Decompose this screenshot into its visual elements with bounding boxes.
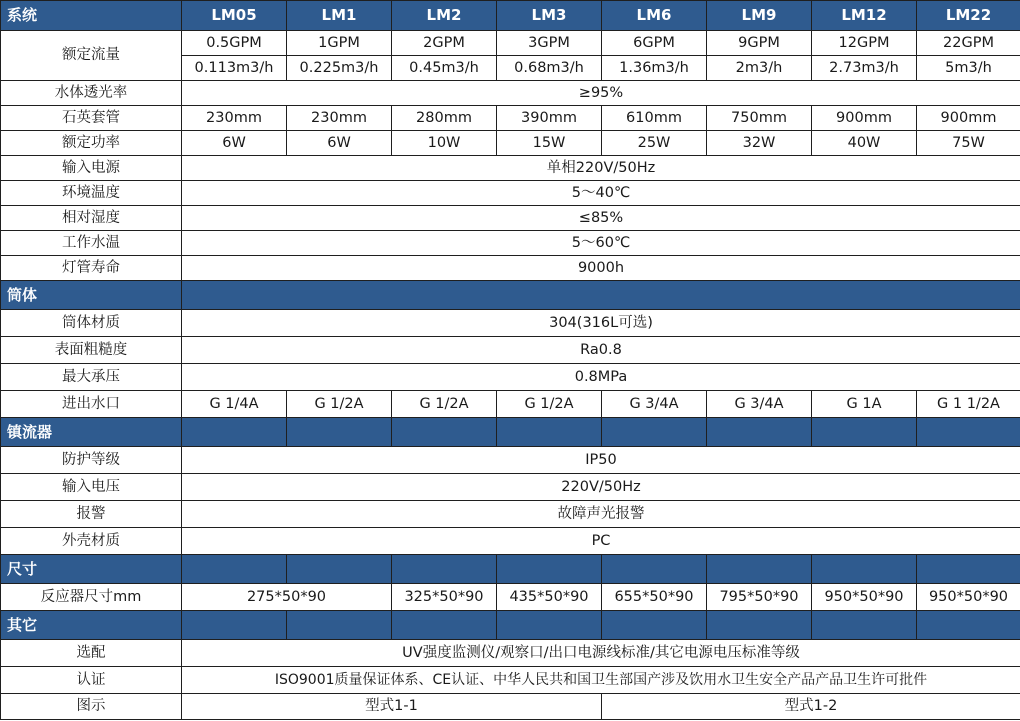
header-row-size — [1, 555, 1020, 584]
cell: 2.73m3/h — [812, 56, 917, 81]
row-label: 环境温度 — [1, 181, 182, 206]
model-header: LM22 — [917, 1, 1020, 31]
model-header: LM6 — [602, 1, 707, 31]
row-label: 石英套管 — [1, 106, 182, 131]
table-row — [1, 337, 1020, 364]
cell: 0.225m3/h — [287, 56, 392, 81]
section-fill — [287, 611, 392, 640]
cell: 0.45m3/h — [392, 56, 497, 81]
cell: G 3/4A — [602, 391, 707, 418]
model-header: LM05 — [182, 1, 287, 31]
table-row — [1, 256, 1020, 281]
cell: ≤85% — [182, 206, 1020, 231]
cell: G 1 1/2A — [917, 391, 1020, 418]
cell: ISO9001质量保证体系、CE认证、中华人民共和国卫生部国产涉及饮用水卫生安全产品产品卫生许可批件 — [182, 667, 1020, 694]
row-label: 额定流量 — [1, 31, 182, 81]
section-fill — [287, 555, 392, 584]
cell: UV强度监测仪/观察口/出口电源线标准/其它电源电压标准等级 — [182, 640, 1020, 667]
cell: 0.68m3/h — [497, 56, 602, 81]
cell: 6GPM — [602, 31, 707, 56]
cell: 5m3/h — [917, 56, 1020, 81]
cell: 304(316L可选) — [182, 310, 1020, 337]
cell: G 1/2A — [287, 391, 392, 418]
cell: G 1A — [812, 391, 917, 418]
section-fill — [812, 555, 917, 584]
cell: ≥95% — [182, 81, 1020, 106]
cell: PC — [182, 528, 1020, 555]
table-row — [1, 31, 1020, 56]
cell: 1GPM — [287, 31, 392, 56]
table-row — [1, 364, 1020, 391]
cell: 0.5GPM — [182, 31, 287, 56]
cell: 325*50*90 — [392, 584, 497, 611]
row-label: 最大承压 — [1, 364, 182, 391]
section-fill — [182, 611, 287, 640]
section-fill — [182, 418, 287, 447]
cell: IP50 — [182, 447, 1020, 474]
section-fill — [182, 555, 287, 584]
cell: 9GPM — [707, 31, 812, 56]
cell: 0.8MPa — [182, 364, 1020, 391]
cell: 10W — [392, 131, 497, 156]
section-other: 其它 — [1, 611, 182, 640]
cell: 900mm — [812, 106, 917, 131]
row-label: 输入电压 — [1, 474, 182, 501]
section-fill — [602, 418, 707, 447]
cell: 12GPM — [812, 31, 917, 56]
cell: 5～40℃ — [182, 181, 1020, 206]
cell: 0.113m3/h — [182, 56, 287, 81]
cell: G 1/2A — [497, 391, 602, 418]
table-row — [1, 474, 1020, 501]
table-row — [1, 310, 1020, 337]
cell: 单相220V/50Hz — [182, 156, 1020, 181]
section-fill — [392, 611, 497, 640]
row-label: 选配 — [1, 640, 182, 667]
section-fill — [497, 555, 602, 584]
cell: G 3/4A — [707, 391, 812, 418]
section-fill — [707, 555, 812, 584]
cell: G 1/2A — [392, 391, 497, 418]
cell: 40W — [812, 131, 917, 156]
table-row — [1, 131, 1020, 156]
model-header: LM2 — [392, 1, 497, 31]
model-header: LM3 — [497, 1, 602, 31]
cell: 275*50*90 — [182, 584, 392, 611]
table-row — [1, 231, 1020, 256]
model-header: LM12 — [812, 1, 917, 31]
cell: 390mm — [497, 106, 602, 131]
model-header: LM1 — [287, 1, 392, 31]
cell: 6W — [182, 131, 287, 156]
row-label: 进出水口 — [1, 391, 182, 418]
table-row — [1, 528, 1020, 555]
header-row-system — [1, 1, 1020, 31]
header-row-body — [1, 281, 1020, 310]
section-size: 尺寸 — [1, 555, 182, 584]
section-fill — [602, 611, 707, 640]
model-header: LM9 — [707, 1, 812, 31]
row-label: 工作水温 — [1, 231, 182, 256]
cell: 型式1-1 — [182, 694, 602, 720]
section-fill — [182, 281, 1020, 310]
section-fill — [392, 418, 497, 447]
cell: 6W — [287, 131, 392, 156]
table-row — [1, 106, 1020, 131]
cell: 750mm — [707, 106, 812, 131]
section-fill — [707, 418, 812, 447]
table-row — [1, 156, 1020, 181]
cell: G 1/4A — [182, 391, 287, 418]
cell: 3GPM — [497, 31, 602, 56]
table-row — [1, 81, 1020, 106]
section-fill — [392, 555, 497, 584]
row-label: 水体透光率 — [1, 81, 182, 106]
section-fill — [917, 611, 1020, 640]
cell: 230mm — [182, 106, 287, 131]
cell: Ra0.8 — [182, 337, 1020, 364]
table-row — [1, 584, 1020, 611]
row-label: 表面粗糙度 — [1, 337, 182, 364]
cell: 280mm — [392, 106, 497, 131]
cell: 2GPM — [392, 31, 497, 56]
cell: 32W — [707, 131, 812, 156]
row-label: 图示 — [1, 694, 182, 720]
row-label: 灯管寿命 — [1, 256, 182, 281]
row-label: 报警 — [1, 501, 182, 528]
cell: 900mm — [917, 106, 1020, 131]
section-fill — [707, 611, 812, 640]
table-row — [1, 391, 1020, 418]
section-fill — [497, 418, 602, 447]
cell: 型式1-2 — [602, 694, 1020, 720]
cell: 75W — [917, 131, 1020, 156]
table-row — [1, 501, 1020, 528]
row-label: 防护等级 — [1, 447, 182, 474]
header-row-other — [1, 611, 1020, 640]
table-row — [1, 447, 1020, 474]
section-system: 系统 — [1, 1, 182, 31]
cell: 950*50*90 — [812, 584, 917, 611]
section-fill — [917, 555, 1020, 584]
header-row-ballast — [1, 418, 1020, 447]
section-fill — [917, 418, 1020, 447]
table-row — [1, 640, 1020, 667]
row-label: 认证 — [1, 667, 182, 694]
section-fill — [287, 418, 392, 447]
cell: 22GPM — [917, 31, 1020, 56]
section-fill — [602, 555, 707, 584]
cell: 795*50*90 — [707, 584, 812, 611]
row-label: 筒体材质 — [1, 310, 182, 337]
row-label: 反应器尺寸mm — [1, 584, 182, 611]
table-row — [1, 181, 1020, 206]
section-fill — [497, 611, 602, 640]
cell: 故障声光报警 — [182, 501, 1020, 528]
row-label: 相对湿度 — [1, 206, 182, 231]
cell: 950*50*90 — [917, 584, 1020, 611]
cell: 230mm — [287, 106, 392, 131]
cell: 220V/50Hz — [182, 474, 1020, 501]
row-label: 外壳材质 — [1, 528, 182, 555]
cell: 435*50*90 — [497, 584, 602, 611]
row-label: 额定功率 — [1, 131, 182, 156]
cell: 1.36m3/h — [602, 56, 707, 81]
cell: 5～60℃ — [182, 231, 1020, 256]
table-row — [1, 694, 1020, 720]
section-fill — [812, 418, 917, 447]
row-label: 输入电源 — [1, 156, 182, 181]
cell: 610mm — [602, 106, 707, 131]
section-ballast: 镇流器 — [1, 418, 182, 447]
cell: 25W — [602, 131, 707, 156]
cell: 2m3/h — [707, 56, 812, 81]
cell: 9000h — [182, 256, 1020, 281]
table-row — [1, 667, 1020, 694]
section-body: 筒体 — [1, 281, 182, 310]
cell: 655*50*90 — [602, 584, 707, 611]
section-fill — [812, 611, 917, 640]
table-row — [1, 206, 1020, 231]
cell: 15W — [497, 131, 602, 156]
